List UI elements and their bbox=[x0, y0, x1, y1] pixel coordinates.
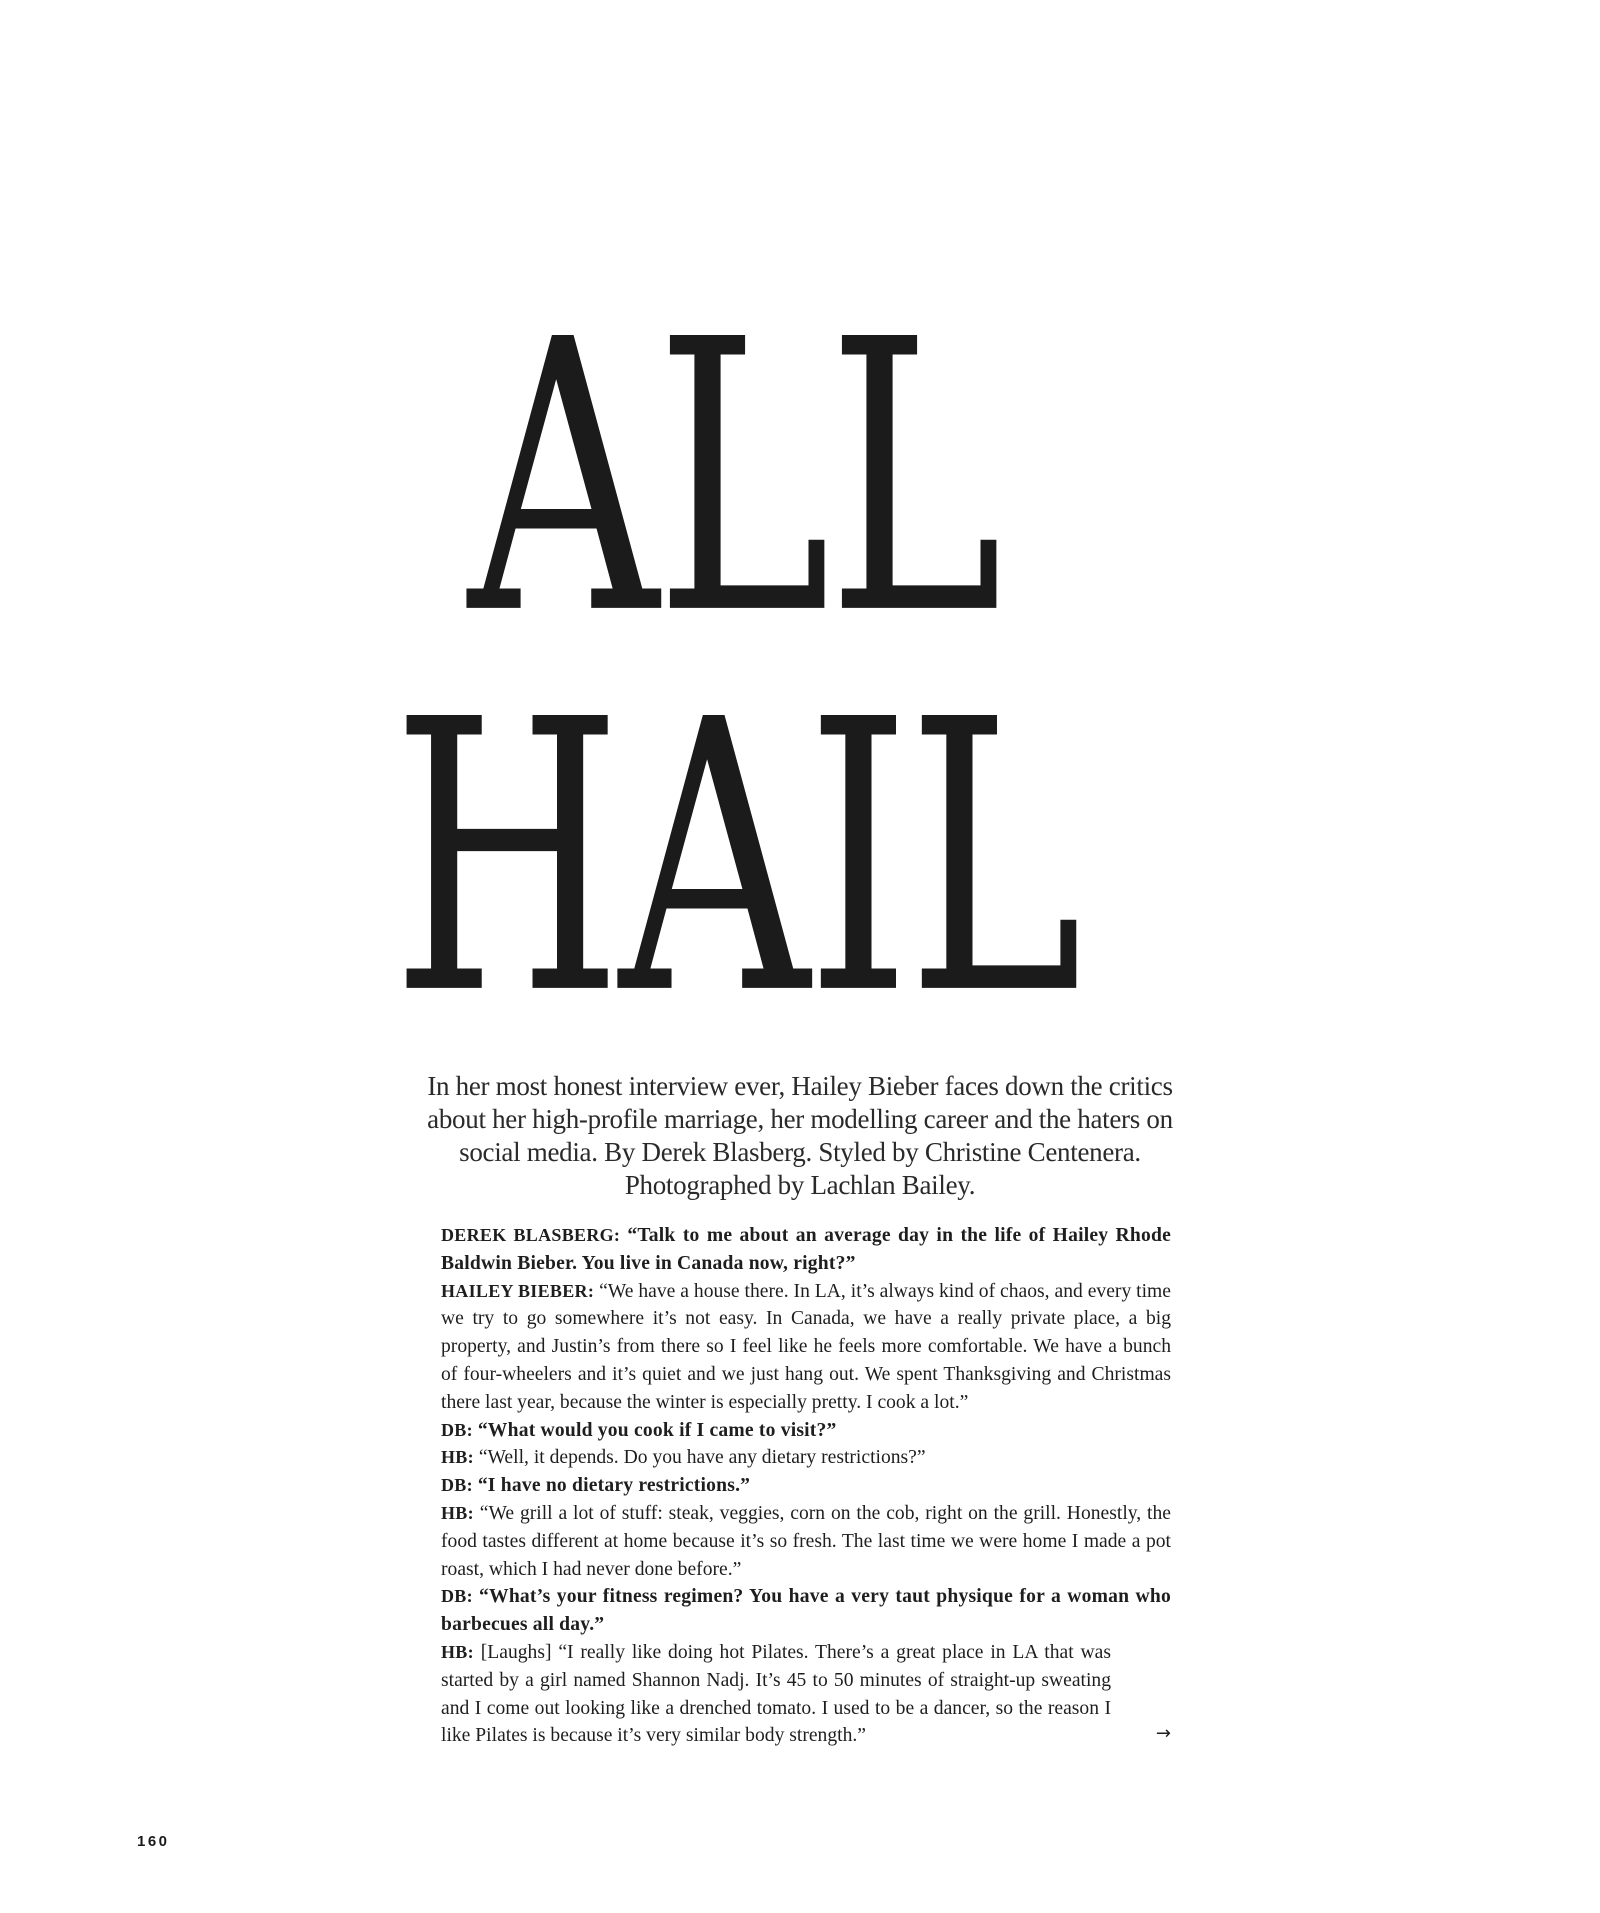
headline-line-all: ALL bbox=[468, 260, 1000, 697]
page-number: 160 bbox=[137, 1833, 170, 1850]
speaker-label: DB: bbox=[441, 1419, 473, 1440]
answer-text: [Laughs] “I really like doing hot Pilates. There’s a great place in LA that was started by a girl named Shannon Nadj. It’s 45 to 50 minutes of straight-up sweating and I come out looking like a drenched tomato. I used to be a dancer, so the reason I like Pilates is because it’s very similar body strength.” bbox=[441, 1641, 1111, 1747]
interview-paragraph bbox=[441, 1417, 1171, 1445]
speaker-label: HB: bbox=[441, 1641, 474, 1662]
interview-paragraph bbox=[441, 1500, 1171, 1583]
headline-line-hail: HAIL bbox=[392, 640, 1080, 1077]
question-text: “What would you cook if I came to visit?” bbox=[477, 1419, 837, 1441]
interview-paragraph bbox=[441, 1639, 1171, 1750]
question-text: “I have no dietary restrictions.” bbox=[477, 1475, 751, 1497]
interview-paragraph bbox=[441, 1583, 1171, 1639]
speaker-label: DB: bbox=[441, 1586, 473, 1607]
continue-arrow-icon: → bbox=[1155, 1723, 1171, 1745]
speaker-label: DB: bbox=[441, 1475, 473, 1496]
answer-text: “We grill a lot of stuff: steak, veggies, corn on the cob, right on the grill. Honestly, the food tastes different at home because it’s so fresh. The last time we were home I made a pot roast, which I had never done before.” bbox=[441, 1502, 1171, 1580]
interview-paragraph bbox=[441, 1278, 1171, 1417]
question-text: “What’s your fitness regimen? You have a very taut physique for a woman who barbecues all day.” bbox=[441, 1586, 1172, 1636]
interview-paragraph bbox=[441, 1222, 1171, 1278]
interview-paragraph bbox=[441, 1444, 1171, 1472]
interview-paragraph bbox=[441, 1472, 1171, 1500]
answer-text: “Well, it depends. Do you have any dietary restrictions?” bbox=[478, 1447, 926, 1469]
interview-body bbox=[441, 1222, 1171, 1750]
speaker-label: DEREK BLASBERG: bbox=[441, 1225, 621, 1245]
speaker-label: HB: bbox=[441, 1502, 474, 1523]
speaker-label: HAILEY BIEBER: bbox=[441, 1280, 595, 1301]
speaker-label: HB: bbox=[441, 1447, 474, 1468]
question-text: “Talk to me about an average day in the life of Hailey Rhode Baldwin Bieber. You live in Canada now, right?” bbox=[441, 1225, 1171, 1274]
standfirst: In her most honest interview ever, Hailey Bieber faces down the critics about her high-profile marriage, her modelling career and the haters on social media. By Derek Blasberg. Styled by Christine Centenera. Photographed by Lachlan Bailey. bbox=[427, 1071, 1173, 1200]
answer-text: “We have a house there. In LA, it’s always kind of chaos, and every time we try to go somewhere it’s not easy. In Canada, we have a really private place, a big property, and Justin’s from there so I feel like he feels more comfortable. We have a bunch of four-wheelers and it’s quiet and we just hang out. We spent Thanksgiving and Christmas there last year, because the winter is especially pretty. I cook a lot.” bbox=[441, 1280, 1171, 1413]
